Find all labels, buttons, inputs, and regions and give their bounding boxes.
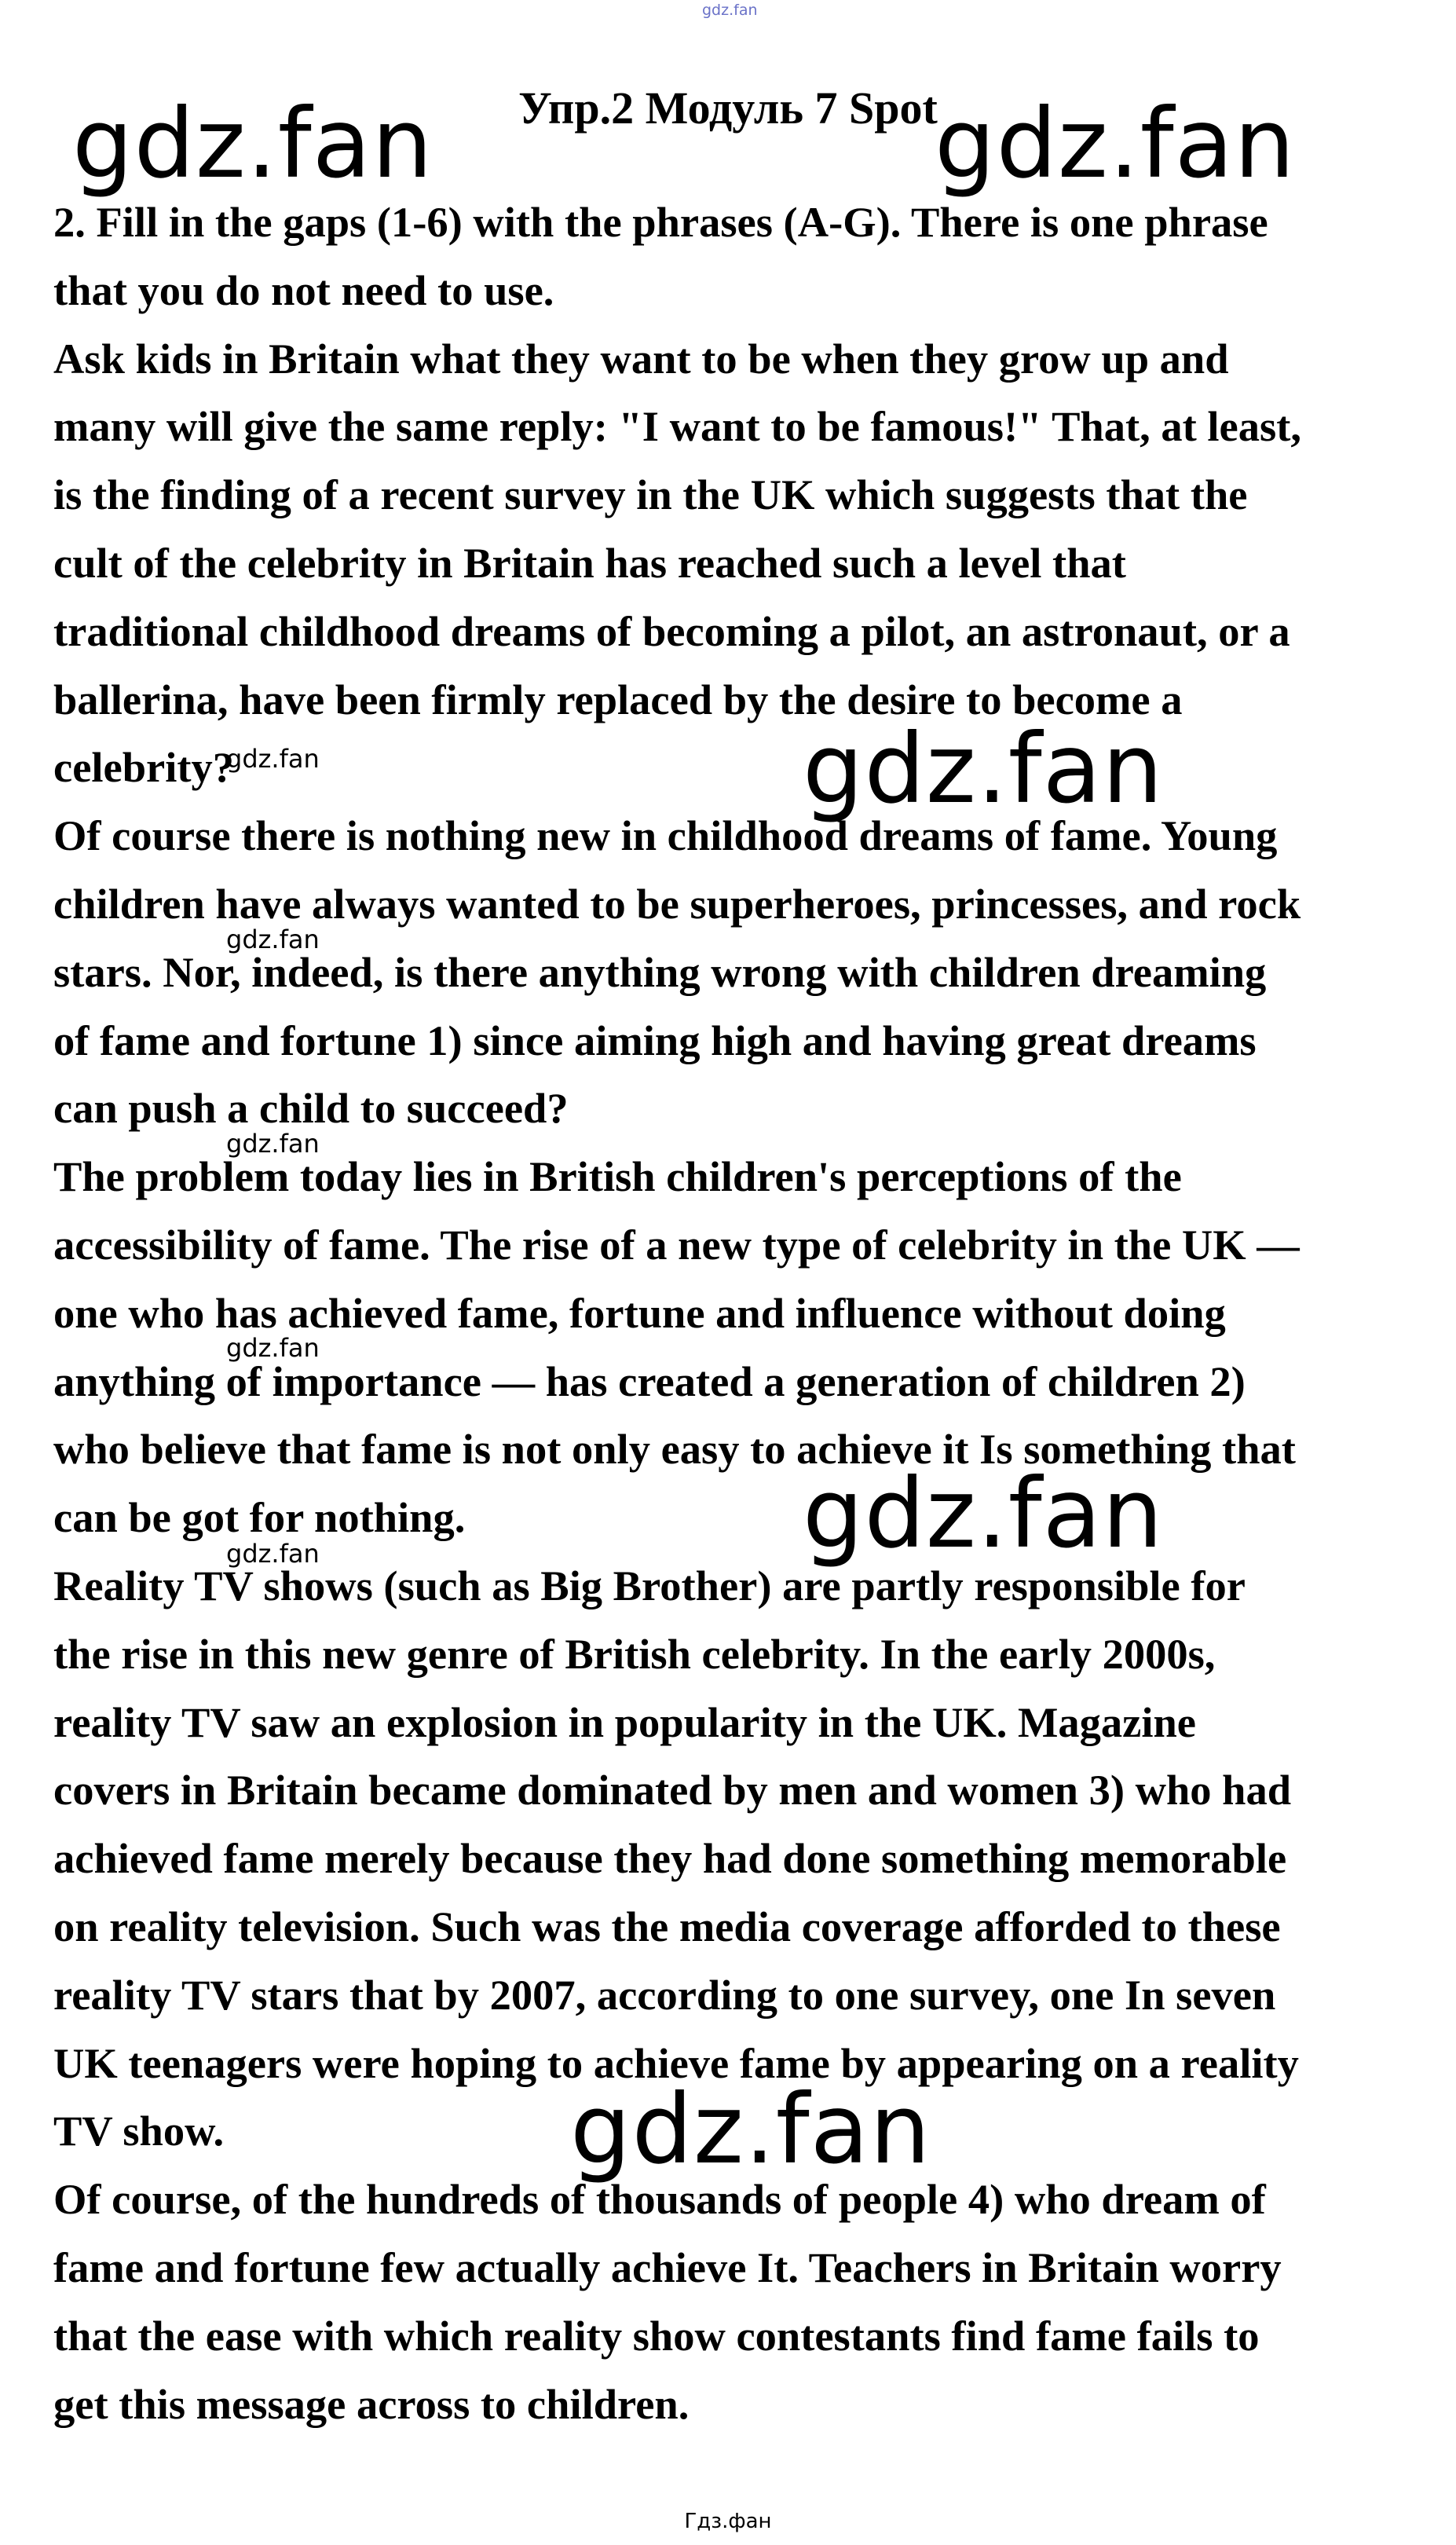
text-line: TV show.: [53, 2107, 225, 2155]
text-line: stars. Nor, indeed, is there anything wrong with children dreaming: [53, 947, 1267, 996]
watermark: gdz.fan: [935, 88, 1296, 200]
text-line: the rise in this new genre of British celebrity. In the early 2000s,: [53, 1629, 1216, 1678]
text-line: ballerina, have been firmly replaced by the desire to become a: [53, 675, 1183, 723]
watermark-small: gdz.fan: [226, 744, 320, 774]
text-line: traditional childhood dreams of becoming a pilot, an astronaut, or a: [53, 606, 1290, 655]
footer-caption: Гдз.фан: [684, 2510, 772, 2533]
text-line: reality TV stars that by 2007, according to one survey, one In seven: [53, 1970, 1276, 2019]
text-line: that you do not need to use.: [53, 265, 554, 314]
top-watermark: gdz.fan: [702, 2, 758, 19]
exercise-text: [53, 189, 1404, 2438]
text-line: Of course there is nothing new in childhood dreams of fame. Young: [53, 811, 1278, 860]
text-line: one who has achieved fame, fortune and influence without doing: [53, 1288, 1226, 1337]
text-line: anything of importance — has created a generation of children 2): [53, 1357, 1246, 1405]
watermark-small: gdz.fan: [226, 1129, 320, 1159]
watermark: gdz.fan: [803, 713, 1164, 825]
text-line: accessibility of fame. The rise of a new type of celebrity in the UK —: [53, 1220, 1300, 1269]
text-line: achieved fame merely because they had done something memorable: [53, 1834, 1287, 1883]
text-line: is the finding of a recent survey in the UK which suggests that the: [53, 471, 1248, 519]
watermark-small: gdz.fan: [226, 1539, 320, 1569]
text-line: The problem today lies in British children's perceptions of the: [53, 1152, 1182, 1201]
text-line: children have always wanted to be superheroes, princesses, and rock: [53, 879, 1301, 928]
watermark: gdz.fan: [72, 88, 434, 200]
text-line: get this message across to children.: [53, 2379, 690, 2428]
watermark: gdz.fan: [570, 2074, 931, 2185]
text-line: many will give the same reply: "I want to be famous!" That, at least,: [53, 402, 1301, 451]
text-line: of fame and fortune 1) since aiming high and having great dreams: [53, 1016, 1257, 1064]
text-line: cult of the celebrity in Britain has reached such a level that: [53, 538, 1126, 587]
text-line: covers in Britain became dominated by men and women 3) who had: [53, 1766, 1292, 1814]
text-line: that the ease with which reality show contestants find fame fails to: [53, 2311, 1260, 2360]
text-line: Reality TV shows (such as Big Brother) are partly responsible for: [53, 1561, 1246, 1609]
text-line: fame and fortune few actually achieve It. Teachers in Britain worry: [53, 2243, 1282, 2291]
text-line: celebrity?: [53, 743, 235, 792]
text-line: reality TV saw an explosion in popularity in the UK. Magazine: [53, 1697, 1197, 1746]
text-line: can push a child to succeed?: [53, 1084, 569, 1133]
text-line: can be got for nothing.: [53, 1493, 466, 1542]
watermark: gdz.fan: [803, 1458, 1164, 1569]
text-line: Of course, of the hundreds of thousands of people 4) who dream of: [53, 2175, 1266, 2224]
text-line: who believe that fame is not only easy to achieve it Is something that: [53, 1425, 1296, 1474]
watermark-small: gdz.fan: [226, 925, 320, 954]
text-line: 2. Fill in the gaps (1-6) with the phrases (A-G). There is one phrase: [53, 198, 1268, 246]
text-line: UK teenagers were hoping to achieve fame by appearing on a reality: [53, 2038, 1299, 2087]
text-line: Ask kids in Britain what they want to be when they grow up and: [53, 334, 1229, 383]
watermark-small: gdz.fan: [226, 1333, 320, 1363]
page-title: Упр.2 Модуль 7 Spot: [518, 82, 938, 134]
text-line: on reality television. Such was the media coverage afforded to these: [53, 1902, 1281, 1950]
